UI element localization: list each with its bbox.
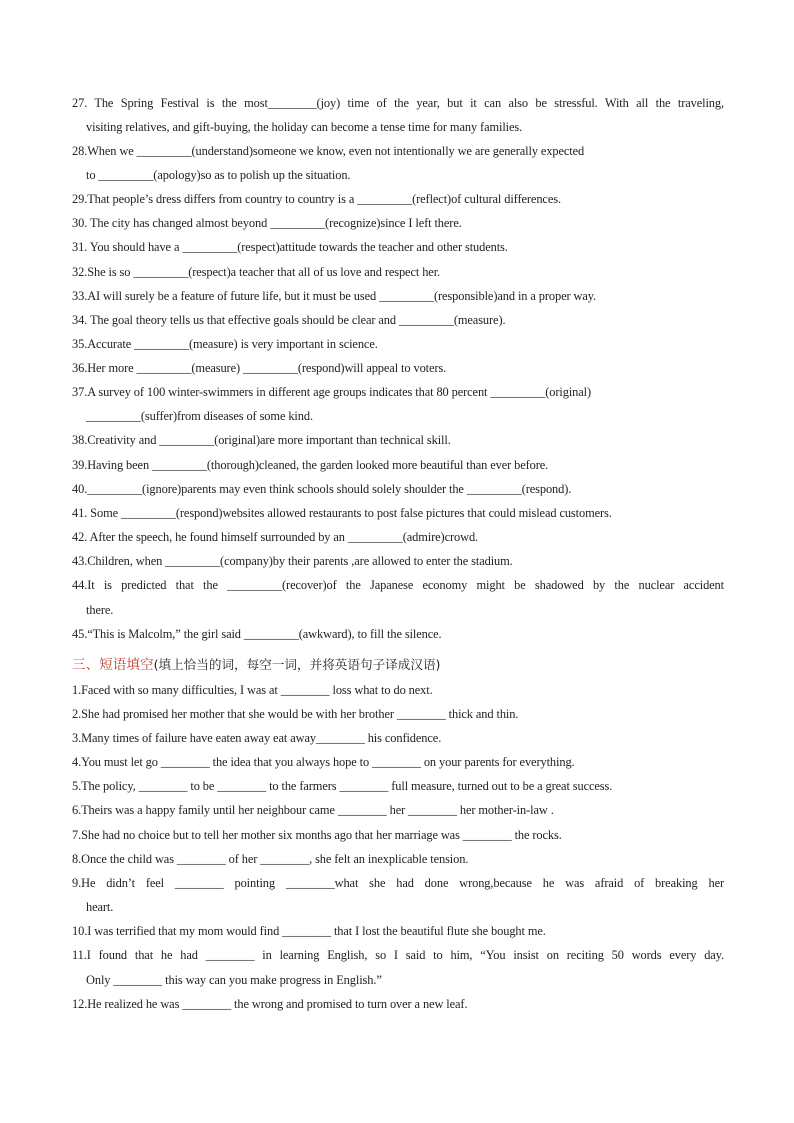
phrase-item-7: 7.She had no choice but to tell her mother six months ago that her marriage was ________ the rocks. xyxy=(72,828,562,842)
item-29: 29.That people’s dress differs from country to country is a _________(reflect)of cultural differences. xyxy=(72,192,561,206)
item-43: 43.Children, when _________(company)by their parents ,are allowed to enter the stadium. xyxy=(72,554,513,568)
item-45: 45.“This is Malcolm,” the girl said _________(awkward), to fill the silence. xyxy=(72,627,442,641)
item-40: 40._________(ignore)parents may even think schools should solely shoulder the _________(respond). xyxy=(72,482,572,496)
item-37-line-2: _________(suffer)from diseases of some kind. xyxy=(86,409,313,423)
section-3-number: 三、 xyxy=(72,657,100,673)
phrase-item-11-line-1: 11.I found that he had ________ in learning English, so I said to him, “You insist on reciting 50 words every day. xyxy=(72,948,724,962)
item-32: 32.She is so _________(respect)a teacher that all of us love and respect her. xyxy=(72,265,441,279)
item-28-line-1: 28.When we _________(understand)someone we know, even not intentionally we are generally expected xyxy=(72,144,585,158)
item-27-line-1: 27. The Spring Festival is the most________(joy) time of the year, but it can also be stressful. With all the traveling, xyxy=(72,96,724,110)
section-3-instruction: (填上恰当的词，每空一词，并将英语句子译成汉语) xyxy=(153,657,441,672)
item-28-line-2: to _________(apology)so as to polish up the situation. xyxy=(86,168,351,182)
item-44-line-2: there. xyxy=(86,603,114,617)
item-41: 41. Some _________(respond)websites allowed restaurants to post false pictures that could mislead customers. xyxy=(72,506,612,520)
item-36: 36.Her more _________(measure) _________(respond)will appeal to voters. xyxy=(72,361,447,375)
item-42: 42. After the speech, he found himself surrounded by an _________(admire)crowd. xyxy=(72,530,479,544)
section-3-heading xyxy=(72,656,440,674)
phrase-item-10: 10.I was terrified that my mom would find ________ that I lost the beautiful flute she bought me. xyxy=(72,924,546,938)
item-34: 34. The goal theory tells us that effective goals should be clear and _________(measure). xyxy=(72,313,506,327)
item-44-line-1: 44.It is predicted that the _________(recover)of the Japanese economy might be shadowed by the nuclear accident xyxy=(72,578,724,592)
item-31: 31. You should have a _________(respect)attitude towards the teacher and other students. xyxy=(72,240,508,254)
phrase-item-9-line-1: 9.He didn’t feel ________ pointing ________what she had done wrong,because he was afraid of breaking her xyxy=(72,876,724,890)
item-37-line-1: 37.A survey of 100 winter-swimmers in different age groups indicates that 80 percent _________(original) xyxy=(72,385,592,399)
item-30: 30. The city has changed almost beyond _________(recognize)since I left there. xyxy=(72,216,462,230)
phrase-item-5: 5.The policy, ________ to be ________ to the farmers ________ full measure, turned out to be a great success. xyxy=(72,779,613,793)
item-27-line-2: visiting relatives, and gift-buying, the holiday can become a tense time for many families. xyxy=(86,120,523,134)
item-35: 35.Accurate _________(measure) is very important in science. xyxy=(72,337,378,351)
item-33: 33.AI will surely be a feature of future life, but it must be used _________(responsible)and in a proper way. xyxy=(72,289,597,303)
item-39: 39.Having been _________(thorough)cleaned, the garden looked more beautiful than ever before. xyxy=(72,458,549,472)
phrase-item-4: 4.You must let go ________ the idea that you always hope to ________ on your parents for everything. xyxy=(72,755,575,769)
phrase-item-8: 8.Once the child was ________ of her ________, she felt an inexplicable tension. xyxy=(72,852,469,866)
item-38: 38.Creativity and _________(original)are more important than technical skill. xyxy=(72,433,451,447)
phrase-item-6: 6.Theirs was a happy family until her neighbour came ________ her ________ her mother-in-law . xyxy=(72,803,554,817)
section-3-title: 短语填空 xyxy=(99,657,154,673)
phrase-item-11-line-2: Only ________ this way can you make progress in English.” xyxy=(86,973,382,987)
phrase-item-9-line-2: heart. xyxy=(86,900,114,914)
phrase-item-3: 3.Many times of failure have eaten away eat away________ his confidence. xyxy=(72,731,442,745)
phrase-item-2: 2.She had promised her mother that she would be with her brother ________ thick and thin. xyxy=(72,707,519,721)
phrase-item-1: 1.Faced with so many difficulties, I was at ________ loss what to do next. xyxy=(72,683,433,697)
phrase-item-12: 12.He realized he was ________ the wrong and promised to turn over a new leaf. xyxy=(72,997,468,1011)
